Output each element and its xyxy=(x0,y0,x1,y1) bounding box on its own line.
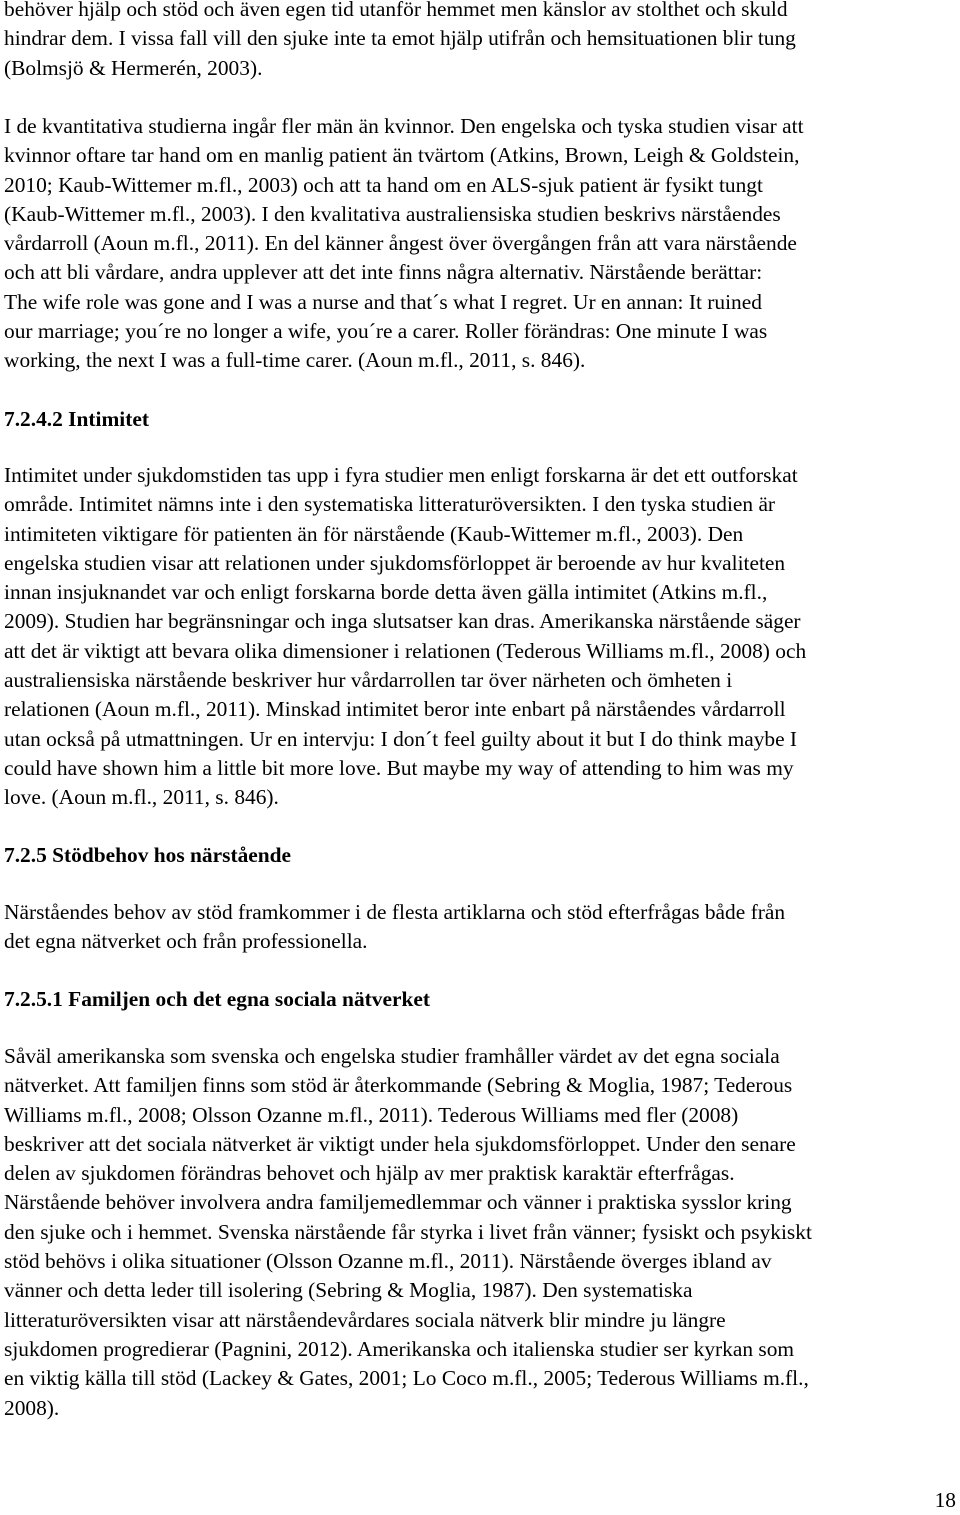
text-line: att det är viktigt att bevara olika dimensioner i relationen (Tederous Williams m.fl., 2008) och xyxy=(4,638,807,663)
text-line: kvinnor oftare tar hand om en manlig patient än tvärtom (Atkins, Brown, Leigh & Goldstein, xyxy=(4,143,800,168)
text-line: den sjuke och i hemmet. Svenska närstående får styrka i livet från vänner; fysiskt och psykiskt xyxy=(4,1219,812,1244)
text-line: (Bolmsjö & Hermerén, 2003). xyxy=(4,55,263,80)
paragraph-stodbehov xyxy=(4,898,785,957)
paragraph-familjen xyxy=(4,1042,812,1423)
text-line: innan insjuknandet var och enligt forskarna borde detta även gälla intimitet (Atkins m.fl., xyxy=(4,580,768,605)
text-line: love. (Aoun m.fl., 2011, s. 846). xyxy=(4,785,279,810)
page-number: 18 xyxy=(934,1488,956,1512)
text-line: Närstående behöver involvera andra familjemedlemmar och vänner i praktiska sysslor kring xyxy=(4,1190,792,1215)
text-line: det egna nätverket och från professionella. xyxy=(4,929,368,954)
text-line: beskriver att det sociala nätverket är viktigt under hela sjukdomsförloppet. Under den senare xyxy=(4,1131,796,1156)
paragraph-continuation xyxy=(4,0,796,83)
text-line: vänner och detta leder till isolering (Sebring & Moglia, 1987). Den systematiska xyxy=(4,1278,693,1303)
text-line: hindrar dem. I vissa fall vill den sjuke inte ta emot hjälp utifrån och hemsituationen blir tung xyxy=(4,26,796,51)
text-line: 2009). Studien har begränsningar och inga slutsatser kan dras. Amerikanska närstående säger xyxy=(4,609,801,634)
text-line: delen av sjukdomen förändras behovet och hjälp av mer praktisk karaktär efterfrågas. xyxy=(4,1161,735,1186)
text-line: och att bli vårdare, andra upplever att det inte finns några alternativ. Närstående berättar: xyxy=(4,260,763,285)
text-line: relationen (Aoun m.fl., 2011). Minskad intimitet beror inte enbart på närståendes vårdarroll xyxy=(4,697,786,722)
paragraph-gender-and-roles xyxy=(4,112,804,376)
section-heading-familjen: 7.2.5.1 Familjen och det egna sociala nätverket xyxy=(4,987,430,1011)
text-line: The wife role was gone and I was a nurse and that´s what I regret. Ur en annan: It ruined xyxy=(4,289,762,314)
text-line: område. Intimitet nämns inte i den systematiska litteraturöversikten. I den tyska studien är xyxy=(4,492,776,517)
text-line: working, the next I was a full-time carer. (Aoun m.fl., 2011, s. 846). xyxy=(4,348,586,373)
text-line: could have shown him a little bit more love. But maybe my way of attending to him was my xyxy=(4,755,794,780)
text-line: intimiteten viktigare för patienten än för närstående (Kaub-Wittemer m.fl., 2003). Den xyxy=(4,521,744,546)
text-line: australiensiska närstående beskriver hur vårdarrollen tar över närheten och ömheten i xyxy=(4,668,733,693)
text-line: Såväl amerikanska som svenska och engelska studier framhåller värdet av det egna sociala xyxy=(4,1044,780,1068)
text-line: nätverket. Att familjen finns som stöd är återkommande (Sebring & Moglia, 1987; Tederous xyxy=(4,1073,793,1098)
text-line: (Kaub-Wittemer m.fl., 2003). I den kvalitativa australiensiska studien beskrivs närståendes xyxy=(4,201,781,226)
text-line: stöd behövs i olika situationer (Olsson Ozanne m.fl., 2011). Närstående överges ibland av xyxy=(4,1249,772,1274)
text-line: utan också på utmattningen. Ur en intervju: I don´t feel guilty about it but I do think maybe I xyxy=(4,726,798,751)
text-line: Närståendes behov av stöd framkommer i de flesta artiklarna och stöd efterfrågas både från xyxy=(4,900,786,924)
text-line: behöver hjälp och stöd och även egen tid utanför hemmet men känslor av stolthet och skuld xyxy=(4,0,788,21)
text-line: I de kvantitativa studierna ingår fler män än kvinnor. Den engelska och tyska studien visar att xyxy=(4,114,804,138)
section-heading-intimitet: 7.2.4.2 Intimitet xyxy=(4,407,149,431)
paragraph-intimitet xyxy=(4,461,806,813)
text-line: en viktig källa till stöd (Lackey & Gates, 2001; Lo Coco m.fl., 2005; Tederous Williams m.fl., xyxy=(4,1366,809,1391)
text-line: sjukdomen progredierar (Pagnini, 2012). Amerikanska och italienska studier ser kyrkan som xyxy=(4,1336,795,1361)
text-line: our marriage; you´re no longer a wife, you´re a carer. Roller förändras: One minute I was xyxy=(4,319,768,344)
text-line: litteraturöversikten visar att närståendevårdares sociala nätverk blir mindre ju längre xyxy=(4,1307,726,1332)
text-line: 2010; Kaub-Wittemer m.fl., 2003) och att ta hand om en ALS-sjuk patient är fysikt tungt xyxy=(4,172,763,197)
text-line: vårdarroll (Aoun m.fl., 2011). En del känner ångest över övergången från att vara närstående xyxy=(4,231,797,256)
text-line: engelska studien visar att relationen under sjukdomsförloppet är beroende av hur kvaliteten xyxy=(4,550,786,575)
text-line: Williams m.fl., 2008; Olsson Ozanne m.fl., 2011). Tederous Williams med fler (2008) xyxy=(4,1102,739,1127)
text-line: Intimitet under sjukdomstiden tas upp i fyra studier men enligt forskarna är det ett outforskat xyxy=(4,463,798,487)
section-heading-stodbehov: 7.2.5 Stödbehov hos närstående xyxy=(4,843,292,867)
text-line: 2008). xyxy=(4,1395,60,1420)
